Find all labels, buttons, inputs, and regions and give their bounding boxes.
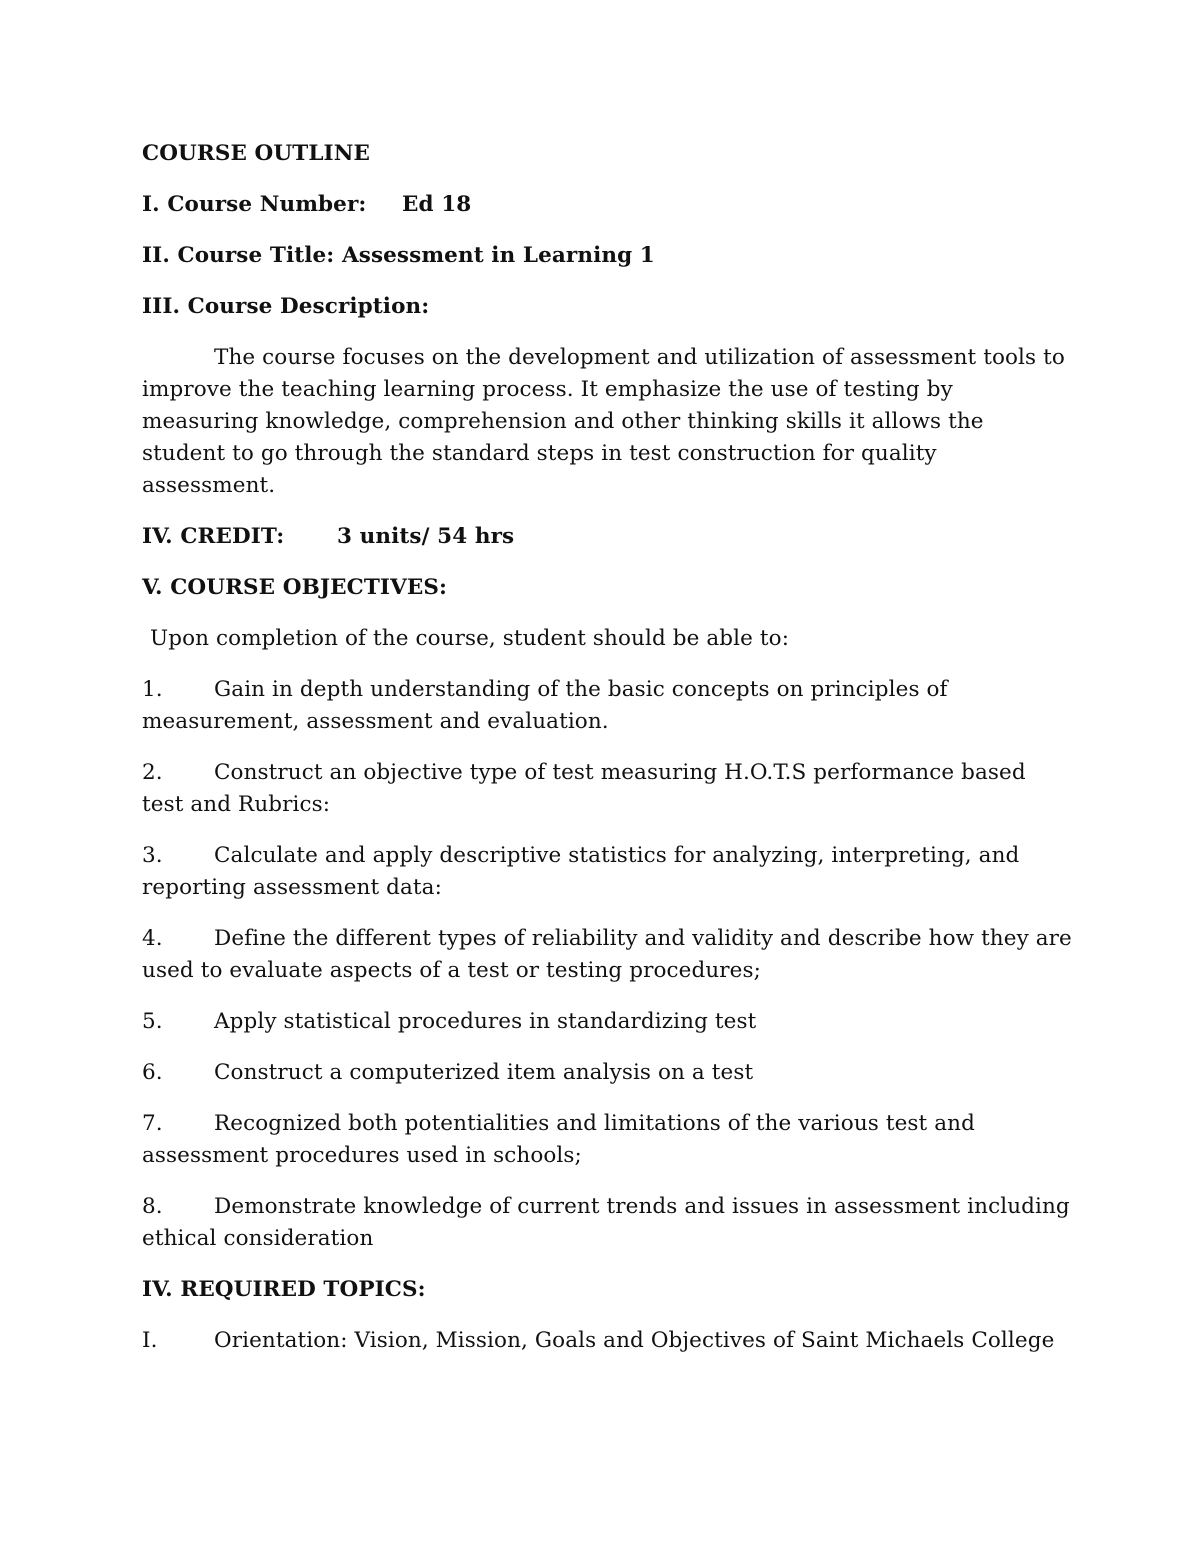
- objective-item: [142, 1191, 1072, 1255]
- objective-number: 5.: [142, 1009, 163, 1034]
- course-title-label: II. Course Title:: [142, 243, 335, 268]
- topic-text: Orientation: Vision, Mission, Goals and Objectives of Saint Michaels College: [214, 1328, 1055, 1353]
- topic-number: I.: [142, 1328, 158, 1353]
- objective-text: Apply statistical procedures in standardizing test: [214, 1009, 757, 1034]
- objective-item: [142, 840, 1072, 904]
- credit-label: IV. CREDIT:: [142, 524, 285, 549]
- course-description-label: III. Course Description:: [142, 294, 430, 319]
- document-body: [142, 138, 1072, 1376]
- course-title-row: [142, 240, 1072, 272]
- course-description-text: The course focuses on the development and utilization of assessment tools to improve the teaching learning process. It emphasize the use of testing by measuring knowledge, comprehension and other thinking skills it allows the student to go through the standard steps in test construction for quality assessment.: [142, 345, 1065, 498]
- course-number-row: [142, 189, 1072, 221]
- topic-item: [142, 1325, 1072, 1357]
- objective-item: [142, 923, 1072, 987]
- objective-text: Construct a computerized item analysis on a test: [214, 1060, 754, 1085]
- objective-item: [142, 1057, 1072, 1089]
- required-topics-label: IV. REQUIRED TOPICS:: [142, 1277, 426, 1302]
- page-heading: COURSE OUTLINE: [142, 141, 370, 166]
- objective-number: 1.: [142, 677, 163, 702]
- objective-number: 2.: [142, 760, 163, 785]
- objective-item: [142, 1108, 1072, 1172]
- objectives-label: V. COURSE OBJECTIVES:: [142, 575, 448, 600]
- objective-text: Construct an objective type of test measuring H.O.T.S performance based test and Rubrics:: [142, 760, 1026, 817]
- objectives-intro: Upon completion of the course, student should be able to:: [150, 626, 790, 651]
- course-title-value: Assessment in Learning 1: [341, 243, 655, 268]
- objective-text: Gain in depth understanding of the basic concepts on principles of measurement, assessment and evaluation.: [142, 677, 948, 734]
- objective-text: Calculate and apply descriptive statistics for analyzing, interpreting, and reporting assessment data:: [142, 843, 1020, 900]
- objective-text: Demonstrate knowledge of current trends and issues in assessment including ethical consideration: [142, 1194, 1070, 1251]
- course-number-value: Ed 18: [402, 192, 472, 217]
- objective-number: 6.: [142, 1060, 163, 1085]
- objective-text: Recognized both potentialities and limitations of the various test and assessment procedures used in schools;: [142, 1111, 975, 1168]
- credit-value: 3 units/ 54 hrs: [337, 524, 515, 549]
- objective-number: 7.: [142, 1111, 163, 1136]
- objective-item: [142, 757, 1072, 821]
- objective-number: 3.: [142, 843, 163, 868]
- objective-number: 4.: [142, 926, 163, 951]
- objective-text: Define the different types of reliability and validity and describe how they are used to evaluate aspects of a test or testing procedures;: [142, 926, 1072, 983]
- objective-number: 8.: [142, 1194, 163, 1219]
- credit-row: [142, 521, 1072, 553]
- objective-item: [142, 674, 1072, 738]
- course-number-label: I. Course Number:: [142, 192, 367, 217]
- objective-item: [142, 1006, 1072, 1038]
